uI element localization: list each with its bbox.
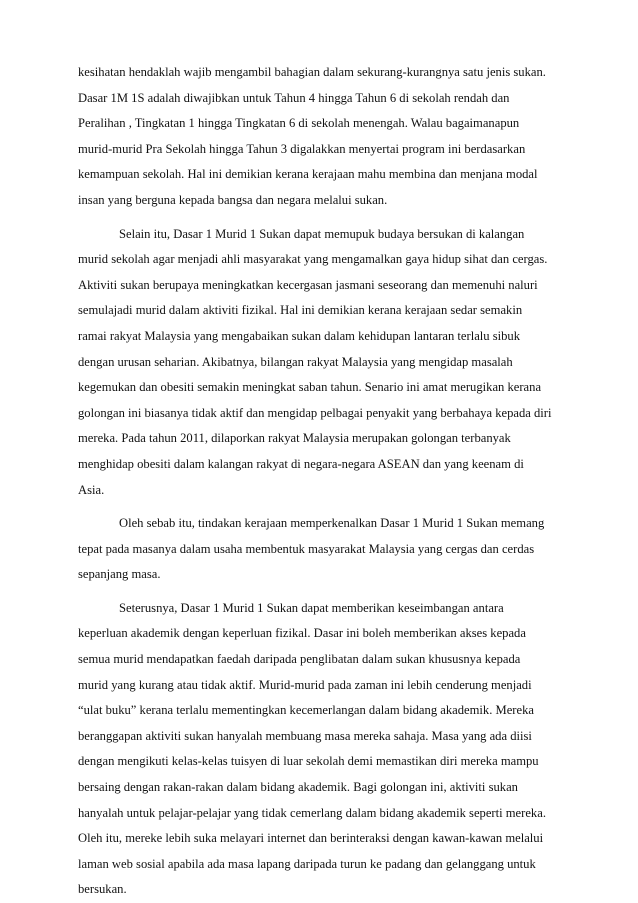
text-line: Aktiviti sukan berupaya meningkatkan kecergasan jasmani seseorang dan memenuhi naluri bbox=[78, 277, 538, 292]
text-line: menghidap obesiti dalam kalangan rakyat di negara-negara ASEAN dan yang keenam di bbox=[78, 456, 524, 471]
paragraph-4 bbox=[78, 596, 568, 903]
text-line: keperluan akademik dengan keperluan fizikal. Dasar ini boleh memberikan akses kepada bbox=[78, 626, 526, 641]
text-line: Selain itu, Dasar 1 Murid 1 Sukan dapat memupuk budaya bersukan di kalangan bbox=[119, 226, 525, 241]
text-line: kegemukan dan obesiti semakin meningkat saban tahun. Senario ini amat merugikan kerana bbox=[78, 380, 542, 395]
text-line: murid yang kurang atau tidak aktif. Murid-murid pada zaman ini lebih cenderung menjadi bbox=[78, 677, 532, 692]
text-line: laman web sosial apabila ada masa lapang daripada turun ke padang dan gelanggang untuk bbox=[78, 856, 536, 871]
text-line: Oleh sebab itu, tindakan kerajaan memperkenalkan Dasar 1 Murid 1 Sukan memang bbox=[119, 516, 545, 531]
document-body bbox=[78, 60, 568, 903]
text-line: murid-murid Pra Sekolah hingga Tahun 3 digalakkan menyertai program ini berdasarkan bbox=[78, 141, 526, 156]
paragraph-gap bbox=[78, 503, 568, 511]
text-line: semulajadi murid dalam aktiviti fizikal. Hal ini demikian kerana kerajaan sedar semakin bbox=[78, 303, 523, 318]
paragraph-1 bbox=[78, 60, 568, 214]
text-line: golongan ini biasanya tidak aktif dan mengidap pelbagai penyakit yang berbahaya kepada diri bbox=[78, 405, 552, 420]
text-line: bersaing dengan rakan-rakan dalam bidang akademik. Bagi golongan ini, aktiviti sukan bbox=[78, 780, 518, 795]
text-line: beranggapan aktiviti sukan hanyalah membuang masa mereka sahaja. Masa yang ada diisi bbox=[78, 728, 532, 743]
text-line: ramai rakyat Malaysia yang mengabaikan sukan dalam kehidupan lantaran terlalu sibuk bbox=[78, 328, 521, 343]
text-line: kemampuan sekolah. Hal ini demikian kerana kerajaan mahu membina dan menjana modal bbox=[78, 167, 538, 182]
text-line: mereka. Pada tahun 2011, dilaporkan rakyat Malaysia merupakan golongan terbanyak bbox=[78, 431, 511, 446]
text-line: “ulat buku” kerana terlalu mementingkan kecemerlangan dalam bidang akademik. Mereka bbox=[78, 703, 534, 718]
paragraph-gap bbox=[78, 214, 568, 222]
text-line: Dasar 1M 1S adalah diwajibkan untuk Tahun 4 hingga Tahun 6 di sekolah rendah dan bbox=[78, 90, 510, 105]
text-line: sepanjang masa. bbox=[78, 567, 161, 582]
paragraph-gap bbox=[78, 588, 568, 596]
text-line: semua murid mendapatkan faedah daripada penglibatan dalam sukan khususnya kepada bbox=[78, 652, 521, 667]
text-line: Oleh itu, mereke lebih suka melayari internet dan berinteraksi dengan kawan-kawan melalui bbox=[78, 831, 544, 846]
text-line: murid sekolah agar menjadi ahli masyarakat yang mengamalkan gaya hidup sihat dan cergas. bbox=[78, 252, 548, 267]
text-line: bersukan. bbox=[78, 882, 127, 897]
text-line: dengan mengikuti kelas-kelas tuisyen di luar sekolah demi memastikan diri mereka mampu bbox=[78, 754, 539, 769]
text-line: hanyalah untuk pelajar-pelajar yang tidak cemerlang dalam bidang akademik seperti mereka. bbox=[78, 805, 546, 820]
text-line: tepat pada masanya dalam usaha membentuk masyarakat Malaysia yang cergas dan cerdas bbox=[78, 541, 535, 556]
paragraph-3 bbox=[78, 511, 568, 588]
text-line: Asia. bbox=[78, 482, 105, 497]
text-line: insan yang berguna kepada bangsa dan negara melalui sukan. bbox=[78, 192, 388, 207]
text-line: kesihatan hendaklah wajib mengambil bahagian dalam sekurang-kurangnya satu jenis sukan. bbox=[78, 65, 546, 79]
text-line: dengan urusan seharian. Akibatnya, bilangan rakyat Malaysia yang mengidap masalah bbox=[78, 354, 513, 369]
text-line: Peralihan , Tingkatan 1 hingga Tingkatan 6 di sekolah menengah. Walau bagaimanapun bbox=[78, 116, 520, 131]
text-line: Seterusnya, Dasar 1 Murid 1 Sukan dapat memberikan keseimbangan antara bbox=[119, 600, 504, 615]
paragraph-2 bbox=[78, 222, 568, 504]
